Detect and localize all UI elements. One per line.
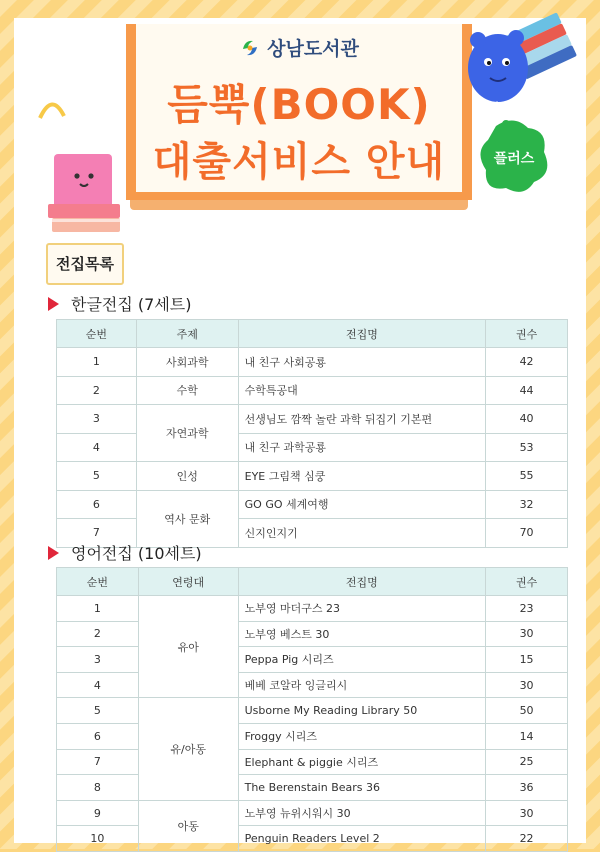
table-row	[57, 647, 568, 673]
row-count: 14	[486, 723, 568, 749]
row-topic: 수학	[136, 376, 238, 405]
row-number: 6	[57, 490, 137, 519]
row-count: 23	[486, 596, 568, 622]
table-row	[57, 800, 568, 826]
table-row	[57, 596, 568, 622]
row-number: 6	[57, 723, 139, 749]
row-age: 아동	[138, 800, 238, 851]
row-number: 3	[57, 405, 137, 434]
row-age: 유/아동	[138, 698, 238, 800]
row-count: 32	[486, 490, 568, 519]
row-title: Peppa Pig 시리즈	[238, 647, 486, 673]
row-number: 1	[57, 596, 139, 622]
library-name: 상남도서관	[267, 38, 359, 60]
table-row	[57, 775, 568, 801]
row-number: 10	[57, 826, 139, 852]
row-title: EYE 그림책 심쿵	[238, 462, 486, 491]
row-title: 내 친구 과학공룡	[238, 433, 486, 462]
column-header: 순번	[57, 568, 139, 596]
row-title: 내 친구 사회공룡	[238, 348, 486, 377]
table-row	[57, 826, 568, 852]
row-count: 36	[486, 775, 568, 801]
korean-section-heading	[48, 292, 192, 315]
library-logo	[126, 34, 472, 61]
row-title: 노부영 베스트 30	[238, 621, 486, 647]
board-shadow	[130, 200, 468, 210]
table-row	[57, 698, 568, 724]
row-title: The Berenstain Bears 36	[238, 775, 486, 801]
row-title: Elephant & piggie 시리즈	[238, 749, 486, 775]
collection-list-tag: 전집목록	[46, 243, 124, 285]
row-title: Penguin Readers Level 2	[238, 826, 486, 852]
row-topic: 자연과학	[136, 405, 238, 462]
table-row	[57, 405, 568, 434]
row-number: 8	[57, 775, 139, 801]
row-number: 7	[57, 519, 137, 548]
column-header: 전집명	[238, 320, 486, 348]
row-title: 노부영 뉴위시워시 30	[238, 800, 486, 826]
row-count: 22	[486, 826, 568, 852]
table-row	[57, 376, 568, 405]
row-title: Froggy 시리즈	[238, 723, 486, 749]
row-topic: 역사 문화	[136, 490, 238, 547]
korean-section-title: 한글전집 (7세트)	[71, 295, 192, 314]
page-title-line1: 듬뿍(BOOK)	[167, 80, 431, 129]
row-count: 55	[486, 462, 568, 491]
row-count: 40	[486, 405, 568, 434]
table-row	[57, 723, 568, 749]
row-count: 44	[486, 376, 568, 405]
row-count: 30	[486, 800, 568, 826]
row-title: 노부영 마더구스 23	[238, 596, 486, 622]
column-header: 주제	[136, 320, 238, 348]
row-count: 50	[486, 698, 568, 724]
row-title: Usborne My Reading Library 50	[238, 698, 486, 724]
table-row	[57, 462, 568, 491]
blue-book-mascot-illustration	[456, 6, 586, 126]
row-title: 신지인지기	[238, 519, 486, 548]
english-collections-table	[56, 567, 568, 852]
row-count: 70	[486, 519, 568, 548]
title-board	[126, 24, 472, 210]
row-title: 베베 코알라 잉글리시	[238, 672, 486, 698]
korean-collections-table	[56, 319, 568, 548]
column-header: 순번	[57, 320, 137, 348]
row-count: 25	[486, 749, 568, 775]
column-header: 전집명	[238, 568, 486, 596]
row-number: 9	[57, 800, 139, 826]
table-row	[57, 621, 568, 647]
row-number: 4	[57, 433, 137, 462]
row-count: 30	[486, 672, 568, 698]
row-count: 15	[486, 647, 568, 673]
row-number: 3	[57, 647, 139, 673]
row-count: 30	[486, 621, 568, 647]
row-number: 4	[57, 672, 139, 698]
row-topic: 사회과학	[136, 348, 238, 377]
column-header: 연령대	[138, 568, 238, 596]
column-header: 권수	[486, 320, 568, 348]
row-number: 5	[57, 698, 139, 724]
row-topic: 인성	[136, 462, 238, 491]
pink-book-mascot-illustration	[34, 96, 126, 246]
table-row	[57, 348, 568, 377]
table-header-row	[57, 568, 568, 596]
library-logo-icon	[239, 37, 261, 59]
row-number: 2	[57, 621, 139, 647]
row-count: 53	[486, 433, 568, 462]
plus-badge-label: 플러스	[493, 151, 535, 167]
table-row	[57, 433, 568, 462]
table-row	[57, 490, 568, 519]
triangle-marker-icon	[48, 297, 59, 311]
page-title-line2: 대출서비스 안내	[152, 139, 446, 185]
row-number: 2	[57, 376, 137, 405]
english-section-title: 영어전집 (10세트)	[71, 544, 202, 563]
row-count: 42	[486, 348, 568, 377]
row-number: 1	[57, 348, 137, 377]
row-title: GO GO 세계여행	[238, 490, 486, 519]
triangle-marker-icon	[48, 546, 59, 560]
row-number: 7	[57, 749, 139, 775]
english-section-heading	[48, 541, 202, 564]
row-number: 5	[57, 462, 137, 491]
table-row	[57, 749, 568, 775]
row-title: 선생님도 깜짝 놀란 과학 뒤집기 기본편	[238, 405, 486, 434]
row-title: 수학특공대	[238, 376, 486, 405]
table-row	[57, 672, 568, 698]
table-header-row	[57, 320, 568, 348]
row-age: 유아	[138, 596, 238, 698]
column-header: 권수	[486, 568, 568, 596]
